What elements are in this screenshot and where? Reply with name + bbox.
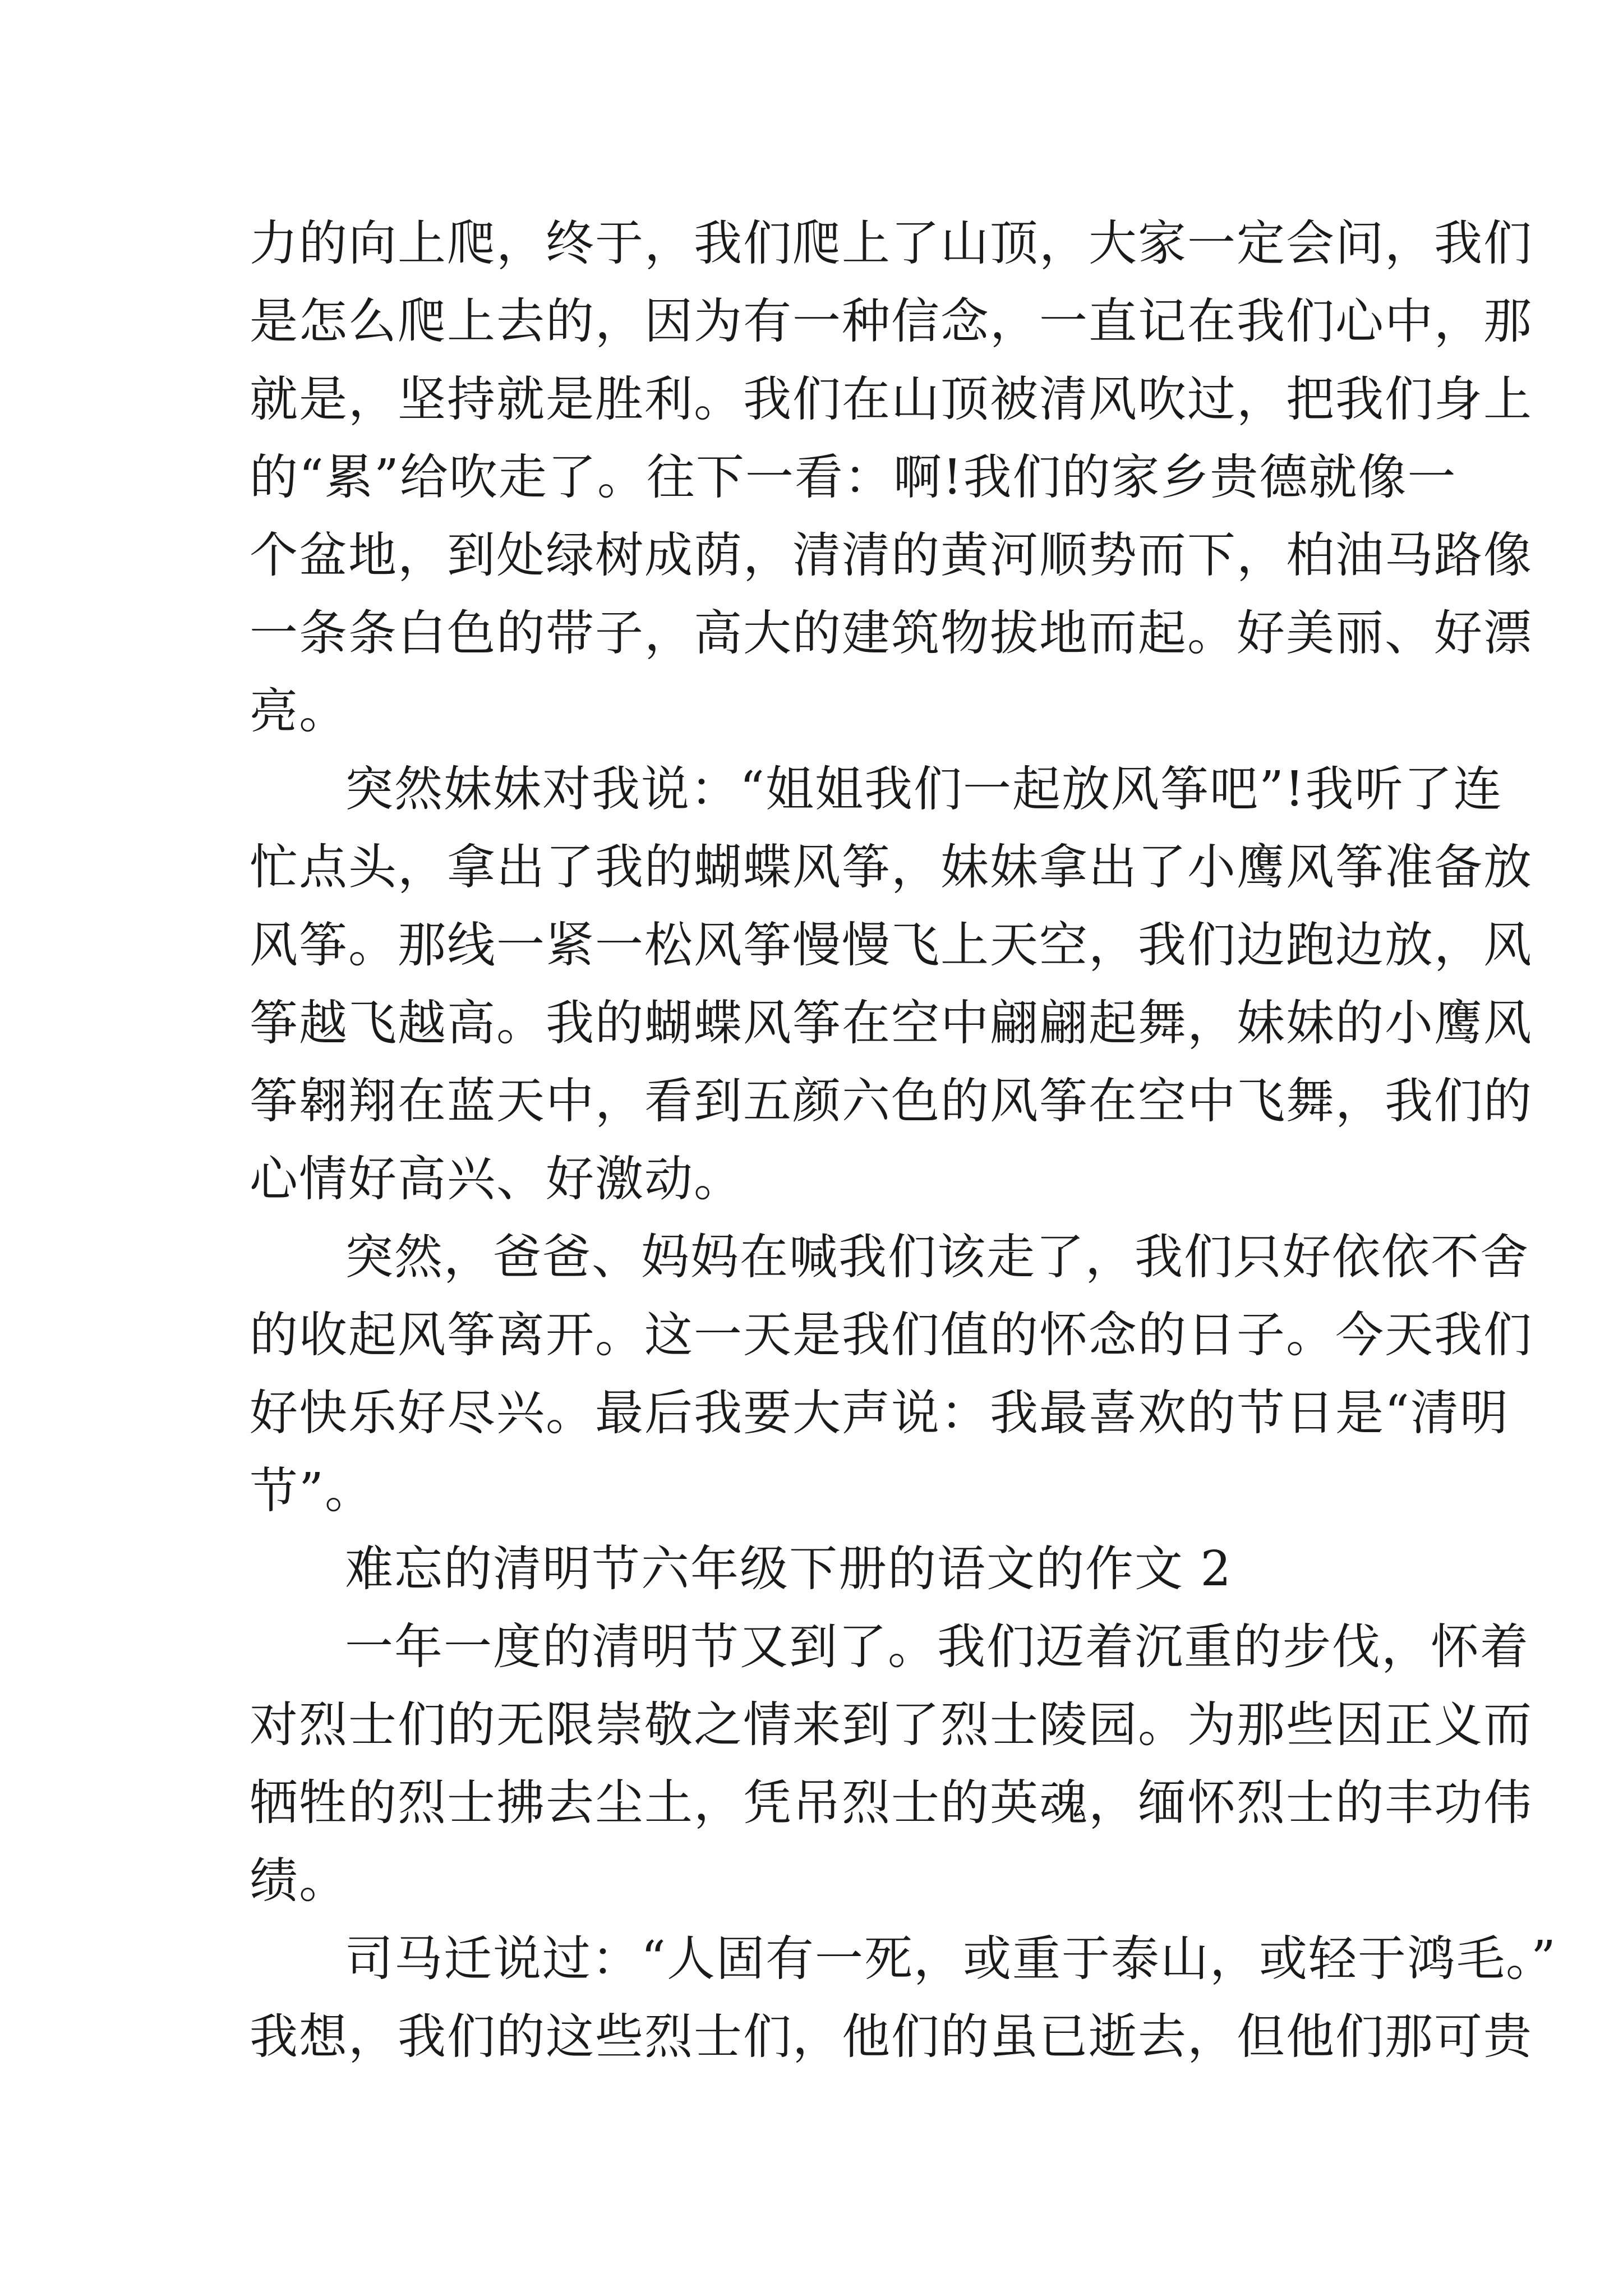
text-line: 绩。 [250, 1853, 348, 1909]
essay-title: 难忘的清明节六年级下册的语文的作文 2 [345, 1541, 1233, 1597]
text-line: 亮。 [250, 683, 348, 739]
text-line: 牺牲的烈士拂去尘土，凭吊烈士的英魂，缅怀烈士的丰功伟 [250, 1775, 1533, 1831]
paragraph-start-line: 一年一度的清明节又到了。我们迈着沉重的步伐，怀着 [345, 1619, 1529, 1675]
paragraph-start-line: 突然，爸爸、妈妈在喊我们该走了，我们只好依依不舍 [345, 1229, 1529, 1285]
essay-body [250, 205, 1557, 2076]
paragraph-start-line: 司马迁说过：“人固有一死，或重于泰山，或轻于鸿毛。” [345, 1931, 1557, 1987]
text-line: 节”。 [250, 1463, 374, 1519]
text-line: 心情好高兴、好激动。 [250, 1151, 743, 1207]
text-line: 个盆地，到处绿树成荫，清清的黄河顺势而下，柏油马路像 [250, 527, 1533, 583]
text-line: 是怎么爬上去的，因为有一种信念，一直记在我们心中，那 [250, 293, 1533, 349]
text-line: 力的向上爬，终于，我们爬上了山顶，大家一定会问，我们 [250, 215, 1533, 272]
text-line: 风筝。那线一紧一松风筝慢慢飞上天空，我们边跑边放，风 [250, 917, 1533, 973]
text-line: 筝越飞越高。我的蝴蝶风筝在空中翩翩起舞，妹妹的小鹰风 [250, 995, 1533, 1051]
text-line: 好快乐好尽兴。最后我要大声说：我最喜欢的节日是“清明 [250, 1385, 1509, 1441]
text-line: 对烈士们的无限崇敬之情来到了烈士陵园。为那些因正义而 [250, 1697, 1533, 1753]
text-line: 筝翱翔在蓝天中，看到五颜六色的风筝在空中飞舞，我们的 [250, 1073, 1533, 1129]
text-line: 的“累”给吹走了。往下一看：啊!我们的家乡贵德就像一 [250, 449, 1457, 505]
text-line: 就是，坚持就是胜利。我们在山顶被清风吹过，把我们身上 [250, 371, 1533, 427]
text-line: 我想，我们的这些烈士们，他们的虽已逝去，但他们那可贵 [250, 2009, 1533, 2065]
text-line: 忙点头，拿出了我的蝴蝶风筝，妹妹拿出了小鹰风筝准备放 [250, 839, 1533, 895]
paragraph-start-line: 突然妹妹对我说：“姐姐我们一起放风筝吧”!我听了连 [345, 761, 1503, 817]
text-line: 的收起风筝离开。这一天是我们值的怀念的日子。今天我们 [250, 1307, 1533, 1363]
text-line: 一条条白色的带子，高大的建筑物拔地而起。好美丽、好漂 [250, 605, 1533, 661]
